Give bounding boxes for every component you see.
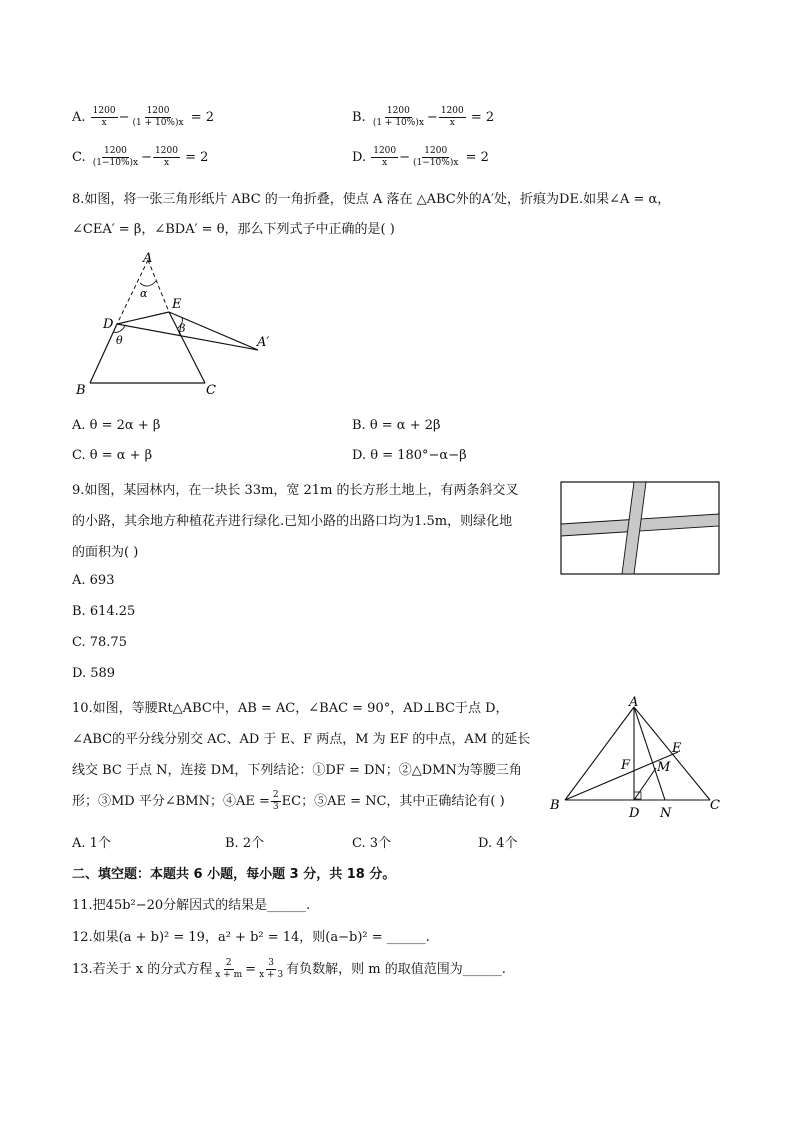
q10-label-b: B xyxy=(550,798,560,813)
q9-option-b: B. 614.25 xyxy=(72,604,136,619)
q10-label-n: N xyxy=(660,806,672,820)
q10-option-c: C. 3个 xyxy=(352,836,392,851)
q8-side-db xyxy=(90,324,117,383)
q10-label-f: F xyxy=(621,758,631,773)
q8-text-line1: 8.如图，将一张三角形纸片 ABC 的一角折叠，使点 A 落在 △ABC外的A′处，折痕为DE.如果∠A = α， xyxy=(72,192,671,207)
q10-text-line1: 10.如图，等腰Rt△ABC中，AB = AC，∠BAC = 90°，AD⊥BC于点 D， xyxy=(72,701,509,716)
q7-option-c: C. $\frac{1200}{(1-10\%)x}$ − $\frac{1200}{x}$ = 2 xyxy=(72,146,209,168)
q10-side-ab xyxy=(565,707,634,800)
q10-text-line2: ∠ABC的平分线分别交 AC、AD 于 E、F 两点，M 为 EF 的中点，AM 的延长 xyxy=(72,732,531,747)
q10-label-e: E xyxy=(672,741,682,756)
q8-option-d: D. θ = 180°−α−β xyxy=(352,448,467,463)
q8-label-a-prime: A′ xyxy=(257,335,270,350)
q8-crease-de xyxy=(117,312,169,324)
section-heading: 二、填空题：本题共 6 小题，每小题 3 分，共 18 分。 xyxy=(72,867,396,882)
q10-text-line4: 形；③MD 平分∠BMN；④AE = $\frac{2}{3}$ EC；⑤AE = NC，其中正确结论有( ) xyxy=(72,790,505,812)
q10-option-a: A. 1个 xyxy=(72,836,111,851)
q11-text: 11.把45b²−20分解因式的结果是______. xyxy=(72,898,311,913)
q9-text-line2: 的小路，其余地方种植花卉进行绿化.已知小路的出路口均为1.5m，则绿化地 xyxy=(72,514,513,529)
q8-side-ec xyxy=(169,312,205,383)
q10-option-d: D. 4个 xyxy=(478,836,518,851)
q8-label-b: B xyxy=(76,383,86,398)
q7-option-a: A. $\frac{1200}{x}$ − $\frac{1200}{(1 + 10\%)x}$ = 2 xyxy=(72,106,215,128)
q10-triangle-figure xyxy=(545,695,725,820)
q9-option-d: D. 589 xyxy=(72,666,116,681)
q10-segment-dm xyxy=(634,768,656,800)
q8-dashed-ae xyxy=(148,260,169,312)
q8-option-b: B. θ = α + 2β xyxy=(352,418,441,433)
q10-label-a: A xyxy=(629,695,639,710)
q7-option-b: B. $\frac{1200}{(1 + 10\%)x}$ − $\frac{1200}{x}$ = 2 xyxy=(352,106,495,128)
q8-label-c: C xyxy=(206,383,216,398)
q9-text-line3: 的面积为( ) xyxy=(72,545,139,560)
q9-text-line1: 9.如图，某园林内，在一块长 33m，宽 21m 的长方形土地上，有两条斜交叉 xyxy=(72,483,519,498)
q8-label-a: A xyxy=(143,251,153,266)
q8-option-a: A. θ = 2α + β xyxy=(72,418,161,433)
q8-triangle-figure xyxy=(70,248,280,398)
q8-label-d: D xyxy=(103,317,114,332)
q10-option-b: B. 2个 xyxy=(225,836,265,851)
q10-line-an xyxy=(634,707,665,800)
q8-label-beta: β xyxy=(179,322,186,335)
q9-option-a: A. 693 xyxy=(72,573,115,588)
q8-option-c: C. θ = α + β xyxy=(72,448,153,463)
q7-option-d: D. $\frac{1200}{x}$ − $\frac{1200}{(1-10\%)x}$ = 2 xyxy=(352,146,489,168)
q10-label-d: D xyxy=(629,806,640,820)
q8-label-theta: θ xyxy=(116,334,123,347)
q9-field-figure xyxy=(560,480,722,576)
q8-label-alpha: α xyxy=(140,287,148,300)
q9-option-c: C. 78.75 xyxy=(72,635,127,650)
q10-label-m: M xyxy=(657,760,671,775)
q8-fold-da xyxy=(117,324,258,350)
q13-text: 13.若关于 x 的分式方程 $\frac{2}{x + m}$ = $\frac{3}{x + 3}$ 有负数解，则 m 的取值范围为______. xyxy=(72,958,506,980)
q8-arc-alpha xyxy=(140,281,156,286)
q8-label-e: E xyxy=(172,297,182,312)
q12-text: 12.如果(a + b)² = 19，a² + b² = 14，则(a−b)² = ______. xyxy=(72,930,430,945)
q10-label-c: C xyxy=(710,798,720,813)
q8-text-line2: ∠CEA′ = β，∠BDA′ = θ，那么下列式子中正确的是( ) xyxy=(72,222,395,237)
q10-text-line3: 线交 BC 于点 N，连接 DM，下列结论：①DF = DN；②△DMN为等腰三角 xyxy=(72,763,522,778)
